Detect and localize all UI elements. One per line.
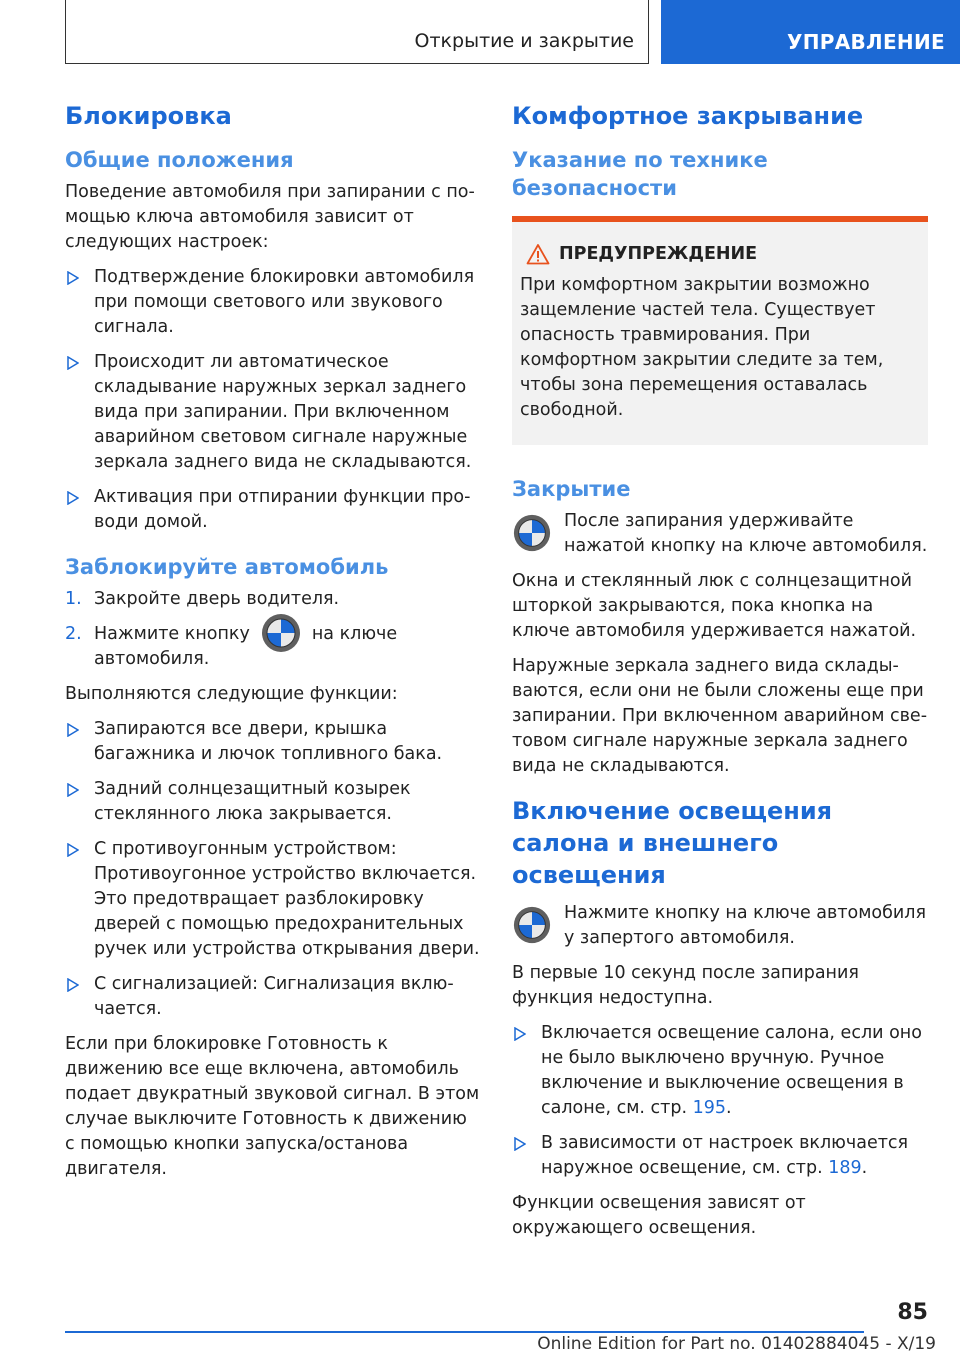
list-item (65, 717, 481, 767)
list-item-text: Задний солнцезащитный козырек стеклянного люка закрывается. (94, 779, 411, 824)
closing-p1: Окна и стеклянный люк с солнцезащитной шторкой закрываются, пока кнопка на ключе автомобиля удерживается нажатой. (512, 571, 917, 641)
triangle-bullet-icon (67, 723, 79, 737)
step-text: Закройте дверь водителя. (94, 589, 340, 609)
key-button-icon (512, 905, 552, 945)
list-item (65, 485, 481, 535)
step-text: на ключе автомобиля. (94, 624, 398, 669)
triangle-bullet-icon (67, 356, 79, 370)
left-title: Блокировка (65, 102, 232, 130)
header-section-box (65, 0, 649, 64)
warning-title: ПРЕДУПРЕЖДЕНИЕ (559, 244, 758, 264)
step-item (65, 587, 481, 612)
general-intro: Поведение автомобиля при запирании с помощью ключа автомобиля зависит от следующих настроек: (65, 182, 475, 252)
list-item-text: Включается освещение салона, если оно не было выключено вручную. Ручное включение и выключение освещения в салоне, см. стр. (541, 1023, 922, 1118)
safety-heading: Указание по технике безопасности (512, 148, 768, 200)
list-item (512, 1131, 928, 1181)
key-instruction (512, 509, 928, 559)
left-column (65, 100, 481, 1192)
closing-heading: Закрытие (512, 477, 631, 501)
warning-title-row (520, 242, 918, 267)
key-button-icon (512, 513, 552, 553)
list-item (65, 972, 481, 1022)
step-item (65, 622, 481, 672)
lighting-heading: Включение освещения салона и внешнего освещения (512, 797, 833, 889)
triangle-bullet-icon (67, 491, 79, 505)
warning-box (512, 216, 928, 445)
lock-outro: Если при блокировке Готовность к движению все еще включена, автомобиль подает двукратный звуковой сигнал. В этом случае выключите Готовность к движению с помощью кнопки запуска/останова двигателя. (65, 1034, 480, 1179)
triangle-bullet-icon (514, 1027, 526, 1041)
step-text: Нажмите кнопку (94, 624, 250, 644)
lighting-p2: Функции освещения зависят от окружающего освещения. (512, 1193, 806, 1238)
right-column (512, 100, 928, 1251)
triangle-bullet-icon (67, 978, 79, 992)
list-item-text: С противоугонным устройством: Противоугонное устройство включается. Это предотвращает разблокировку дверей с помощью предохранительных ручек или устройства открывания двери. (94, 839, 480, 959)
step-number: 1. (65, 589, 82, 609)
key-instruction (512, 901, 928, 951)
chapter-tab[interactable]: УПРАВЛЕНИЕ (661, 0, 960, 64)
key-instruction-text: Нажмите кнопку на ключе автомобиля у запертого автомобиля. (564, 903, 927, 948)
lighting-p1: В первые 10 секунд после запирания функция недоступна. (512, 963, 859, 1008)
triangle-bullet-icon (514, 1137, 526, 1151)
warning-text: При комфортном закрытии возможно защемление частей тела. Существует опасность травмирования. При комфортном закрытии следите за тем, чтобы зона перемещения оставалась свободной. (520, 275, 884, 420)
section-title: Открытие и закрытие (414, 30, 634, 52)
list-item-text: Запираются все двери, крышка багажника и лючок топливного бака. (94, 719, 443, 764)
key-instruction-text: После запирания удерживайте нажатой кнопку на ключе автомобиля. (564, 511, 928, 556)
list-item-text: В зависимости от настроек включается наружное освещение, см. стр. (541, 1133, 909, 1178)
triangle-bullet-icon (67, 271, 79, 285)
general-heading: Общие положения (65, 148, 294, 172)
page-link[interactable]: 195 (692, 1098, 726, 1118)
list-item (512, 1021, 928, 1121)
key-button-icon (260, 612, 302, 654)
list-item-end: . (725, 1098, 732, 1118)
page-number: 85 (897, 1300, 928, 1325)
footer-edition: Online Edition for Part no. 01402884045 - X/19 (537, 1334, 936, 1354)
list-item-text: Подтверждение блокировки автомобиля при помощи светового или звукового сигнала. (94, 267, 475, 337)
warning-triangle-icon (526, 243, 550, 265)
functions-intro: Выполняются следующие функции: (65, 684, 398, 704)
lock-heading: Заблокируйте автомобиль (65, 555, 389, 579)
list-item (65, 265, 481, 340)
list-item (65, 350, 481, 475)
triangle-bullet-icon (67, 843, 79, 857)
closing-p2: Наружные зеркала заднего вида складываются, если они не были сложены еще при запирании. При включенном аварийном световом сигнале наружные зеркала заднего вида не складываются. (512, 656, 928, 776)
list-item-text: С сигнализацией: Сигнализация включается. (94, 974, 454, 1019)
list-item-text: Происходит ли автоматическое складывание наружных зеркал заднего вида при запирании. При включенном аварийном световом сигнале наружные зеркала заднего вида не складываются. (94, 352, 472, 472)
right-title: Комфортное закрывание (512, 102, 864, 130)
page-link[interactable]: 189 (828, 1158, 862, 1178)
triangle-bullet-icon (67, 783, 79, 797)
step-number: 2. (65, 624, 82, 644)
list-item-end: . (861, 1158, 868, 1178)
footer-divider (65, 1331, 864, 1333)
list-item (65, 837, 481, 962)
list-item (65, 777, 481, 827)
list-item-text: Активация при отпирании функции проводи домой. (94, 487, 471, 532)
